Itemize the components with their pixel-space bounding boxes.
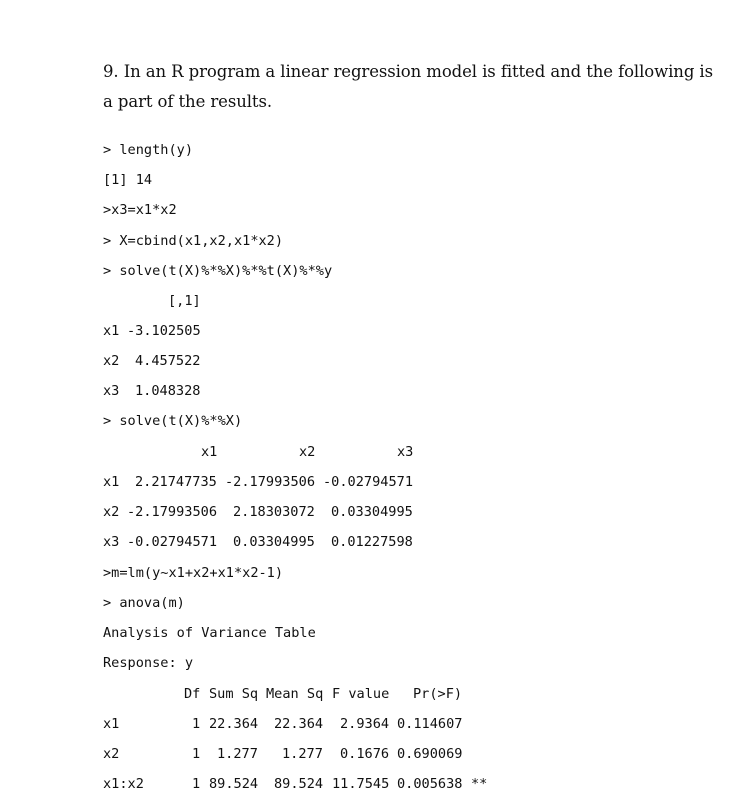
anova-df: 1 [192,716,201,732]
anova-meansq: 89.524 [274,776,324,792]
anova-title: Analysis of Variance Table [103,625,316,641]
anova-fvalue: 2.9364 [340,716,390,732]
matrix-cell: 0.01227598 [331,534,413,550]
matrix-row-name: x1 [103,474,120,490]
matrix-cell: 2.21747735 [135,474,217,490]
cmd-solve-inverse: > solve(t(X)%*%X) [103,413,243,429]
coef-row-value: -3.102505 [127,323,201,339]
anova-fvalue: 0.1676 [340,746,390,762]
anova-sumsq: 22.364 [209,716,259,732]
cmd-lm: >m=lm(y~x1+x2+x1*x2-1) [103,565,284,581]
anova-header-fvalue: F value [332,686,390,702]
matrix-row-name: x3 [103,534,120,550]
anova-header-sumsq: Sum Sq [209,686,259,702]
anova-df: 1 [192,746,201,762]
anova-pvalue: 0.690069 [397,746,463,762]
anova-header-meansq: Mean Sq [266,686,324,702]
matrix-column-header: x3 [397,444,414,460]
anova-pvalue: 0.114607 [397,716,463,732]
anova-meansq: 1.277 [282,746,323,762]
matrix-row-name: x2 [103,504,120,520]
question-line-1: 9. In an R program a linear regression model is fitted and the following is [103,62,713,81]
question-line-2: a part of the results. [103,92,272,111]
anova-row-name: x2 [103,746,120,762]
coef-row-name: x3 [103,383,120,399]
anova-sumsq: 1.277 [217,746,258,762]
matrix-cell: -2.17993506 [127,504,218,520]
cmd-length: > length(y) [103,142,194,158]
matrix-cell: 0.03304995 [233,534,315,550]
cmd-x3: >x3=x1*x2 [103,202,177,218]
matrix-cell: -0.02794571 [127,534,218,550]
cmd-anova: > anova(m) [103,595,185,611]
coef-row-name: x1 [103,323,120,339]
cmd-cbind: > X=cbind(x1,x2,x1*x2) [103,233,284,249]
coef-column-header: [,1] [168,293,201,309]
coef-row-value: 4.457522 [135,353,201,369]
matrix-cell: 0.03304995 [331,504,413,520]
anova-fvalue: 11.7545 [332,776,390,792]
anova-significance-stars: ** [471,776,488,792]
matrix-column-header: x1 [201,444,218,460]
anova-row-name: x1:x2 [103,776,144,792]
anova-header-p: Pr(>F) [413,686,463,702]
coef-row-name: x2 [103,353,120,369]
anova-pvalue: 0.005638 [397,776,463,792]
anova-row-name: x1 [103,716,120,732]
anova-df: 1 [192,776,201,792]
matrix-cell: -0.02794571 [323,474,414,490]
matrix-cell: 2.18303072 [233,504,315,520]
anova-meansq: 22.364 [274,716,324,732]
anova-response: Response: y [103,655,194,671]
anova-sumsq: 89.524 [209,776,259,792]
cmd-solve-coef: > solve(t(X)%*%X)%*%t(X)%*%y [103,263,333,279]
matrix-column-header: x2 [299,444,316,460]
coef-row-value: 1.048328 [135,383,201,399]
matrix-cell: -2.17993506 [225,474,316,490]
output-length: [1] 14 [103,172,153,188]
anova-header-df: Df [184,686,201,702]
